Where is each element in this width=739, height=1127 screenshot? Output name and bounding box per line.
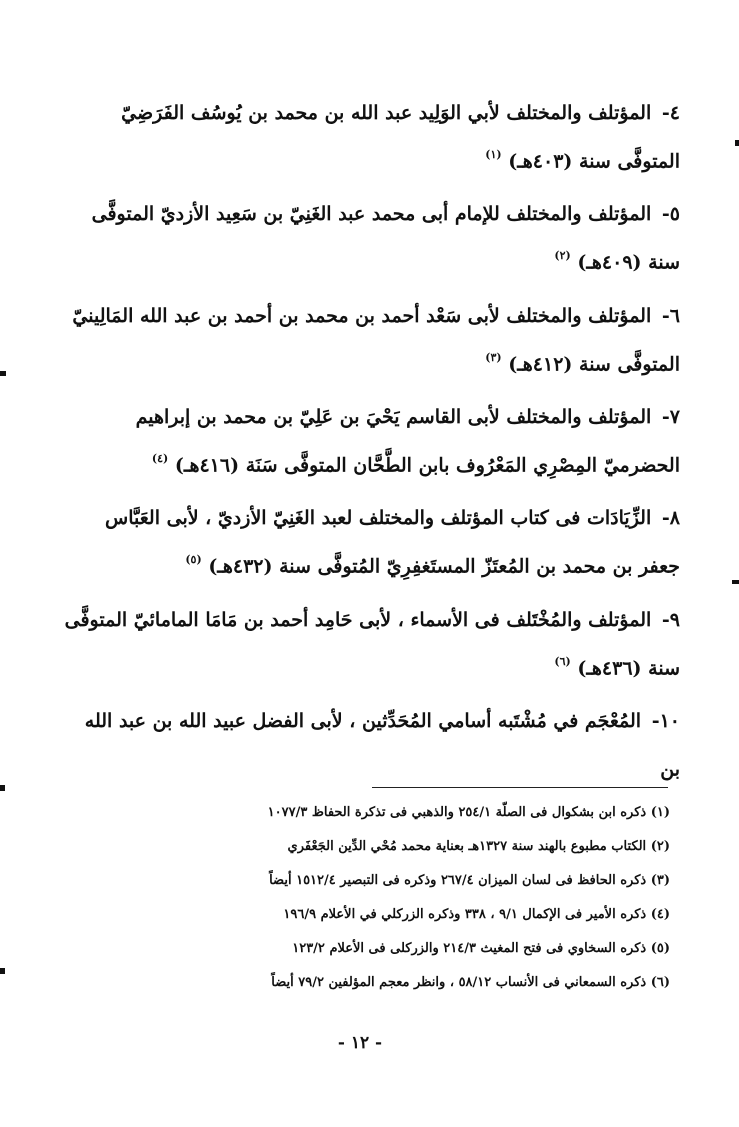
list-item [60,497,680,588]
entry-text: المُعْجَم في مُشْتَبه أسامي المُحَدِّثين ، لأبى الفضل عبيد الله بن عبد الله بن [84,709,680,781]
footnote-divider [372,787,668,788]
footnote: (٥) ذكره السخاوي فى فتح المغيث ٢١٤/٣ والزركلى فى الأعلام ١٢٣/٢ [292,941,670,956]
footnote-ref: (٦) [554,654,571,668]
footnote: (٣) ذكره الحافظ فى لسان الميزان ٢٦٧/٤ وذكره فى التبصير ١٥١٢/٤ أيضاً [269,873,670,888]
list-item [60,92,680,183]
footnote-ref: (٣) [485,350,502,364]
scan-mark [0,785,5,791]
entry-number: ١٠- [651,709,680,732]
footnote: (٢) الكتاب مطبوع بالهند سنة ١٣٢٧هـ بعناية محمد مُحْي الدِّين الجَعْفَري [287,839,670,854]
footnote-ref: (١) [485,148,502,161]
footnote: (١) ذكره ابن بشكوال فى الصلّة ٢٥٤/١ والذهبي فى تذكرة الحفاظ ١٠٧٧/٣ [267,805,670,820]
list-item [60,295,680,386]
list-item [60,700,680,791]
footnote-ref: (٤) [151,451,169,465]
entry-number: ٩- [661,608,680,631]
footnotes-list [200,796,670,1000]
entries-list [60,92,680,801]
entry-number: ٥- [661,203,680,226]
list-item [60,599,680,690]
footnote: (٤) ذكره الأمير فى الإكمال ٩/١ ، ٣٣٨ وذكره الزركلي في الأعلام ١٩٦/٩ [283,907,670,922]
entry-text: المؤتلف والمُخْتَلف فى الأسماء ، لأبى حَامِد أحمد بن مَامَا المامائيّ المتوفَّى سنة (٤٣٦هـ) [64,608,680,679]
footnote-ref: (٢) [554,249,571,263]
entry-number: ٧- [661,405,680,428]
scan-mark [735,140,739,146]
entry-number: ٦- [661,304,680,327]
entry-text: المؤتلف والمختلف لأبي الوَلِيد عبد الله بن محمد بن يُوسُف الفَرَضِيّ المتوفَّى سنة (٤٠٣هـ) [121,102,680,173]
footnote: (٦) ذكره السمعاني فى الأنساب ٥٨/١٢ ، وانظر معجم المؤلفين ٧٩/٢ أيضاً [271,975,670,990]
list-item [60,396,680,487]
entry-text: المؤتلف والمختلف للإمام أبى محمد عبد الغَنِيّ بن سَعِيد الأزديّ المتوفَّى سنة (٤٠٩هـ) [91,203,680,274]
entry-text: الزِّيَادَات فى كتاب المؤتلف والمختلف لعبد الغَنِيّ الأزديّ ، لأبى العَبَّاس جعفر بن محمد بن المُعتَزّ المستَغفِرِيّ المُتوفَّى سنة (٤٣٢هـ) [105,507,680,578]
entry-text: المؤتلف والمختلف لأبى القاسم يَحْيَ بن عَلِيّ بن محمد بن إبراهيم الحضرميّ المِصْرِي المَعْرُوف بابن الطَّحَّان المتوفَّى سَنَة (٤١٦هـ) [135,405,680,477]
entry-number: ٨- [661,507,680,530]
footnote-ref: (٥) [185,553,202,567]
scan-mark [0,371,6,376]
entry-number: ٤- [661,102,680,124]
scan-mark [732,580,739,584]
page-number: - ١٢ - [337,1033,383,1053]
list-item [60,193,680,284]
entry-text: المؤتلف والمختلف لأبى سَعْد أحمد بن محمد بن أحمد بن عبد الله المَالِينيّ المتوفَّى سنة (٤١٢هـ) [72,304,680,375]
scan-mark [0,968,5,974]
